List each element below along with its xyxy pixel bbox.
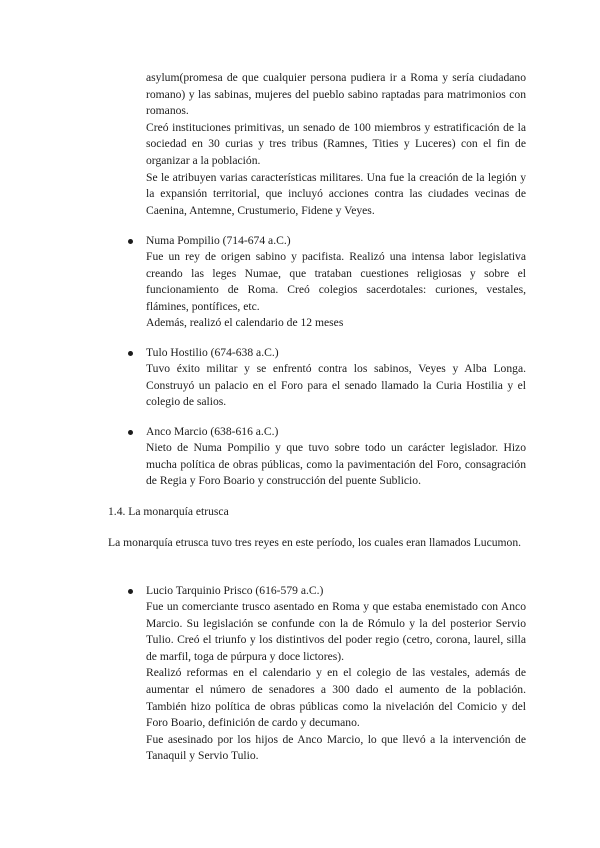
bullet-icon <box>128 351 133 356</box>
king-name-anco: Anco Marcio (638-616 a.C.) <box>146 425 279 438</box>
king-paragraph: Fue asesinado por los hijos de Anco Marcio, lo que llevó a la intervención de Tanaquil y Servio Tulio. <box>146 732 526 763</box>
king-desc-tulo <box>146 361 526 411</box>
king-name-tulo: Tulo Hostilio (674-638 a.C.) <box>146 346 279 359</box>
king-paragraph: Además, realizó el calendario de 12 meses <box>146 316 344 330</box>
king-paragraph: Fue un comerciante trusco asentado en Roma y que estaba enemistado con Anco Marcio. Su legislación se confunde con la de Rómulo y la del posterior Servio Tulio. Creó el triunfo y los distintivos del poder regio (cetro, corona, laurel, silla de marfil, toga de púrpura y doce lictores). <box>146 600 526 663</box>
king-desc-tarquinio <box>146 599 526 765</box>
king-name-tarquinio: Lucio Tarquinio Prisco (616-579 a.C.) <box>146 584 324 597</box>
intro-paragraph-military: Se le atribuyen varias características militares. Una fue la creación de la legión y la expansión territorial, que incluyó acciones contra las ciudades vecinas de Caenina, Antemne, Crustumerio, Fidene y Veyes. <box>146 170 526 217</box>
intro-block <box>146 70 526 219</box>
bullet-icon <box>128 430 133 435</box>
king-desc-numa <box>146 249 526 332</box>
section-intro: La monarquía etrusca tuvo tres reyes en este período, los cuales eran llamados Lucumon. <box>108 536 522 549</box>
bullet-icon <box>128 589 133 594</box>
king-paragraph: Tuvo éxito militar y se enfrentó contra los sabinos, Veyes y Alba Longa. Construyó un palacio en el Foro para el senado llamado la Curia Hostilia y el colegio de salios. <box>146 362 526 409</box>
king-desc-anco <box>146 440 526 490</box>
bullet-icon <box>128 239 133 244</box>
intro-paragraph-institutions: Creó instituciones primitivas, un senado de 100 miembros y estratificación de la sociedad en 30 curias y tres tribus (Ramnes, Tities y Luceres) con el fin de organizar a la población. <box>146 120 526 167</box>
section-heading: 1.4. La monarquía etrusca <box>108 505 229 518</box>
intro-paragraph-asylum: asylum(promesa de que cualquier persona pudiera ir a Roma y sería ciudadano romano) y las sabinas, mujeres del pueblo sabino raptadas para matrimonios con romanos. <box>146 71 526 118</box>
king-name-numa: Numa Pompilio (714-674 a.C.) <box>146 234 291 247</box>
king-paragraph: Fue un rey de origen sabino y pacifista. Realizó una intensa labor legislativa creando las leges Numae, que trataban cuestiones religiosas y sobre el funcionamiento de Roma. Creó colegios sacerdotales: curiones, vestales, flámines, pontífices, etc. <box>146 250 526 313</box>
king-paragraph: Nieto de Numa Pompilio y que tuvo sobre todo un carácter legislador. Hizo mucha política de obras públicas, como la pavimentación del Foro, consagración de Regia y Foro Boario y construcción del puente Sublicio. <box>146 441 526 488</box>
king-paragraph: Realizó reformas en el calendario y en el colegio de las vestales, además de aumentar el número de senadores a 300 dado el aumento de la población. También hizo política de obras públicas como la nivelación del Comicio y del Foro Boario, definición de cardo y decumano. <box>146 666 526 730</box>
